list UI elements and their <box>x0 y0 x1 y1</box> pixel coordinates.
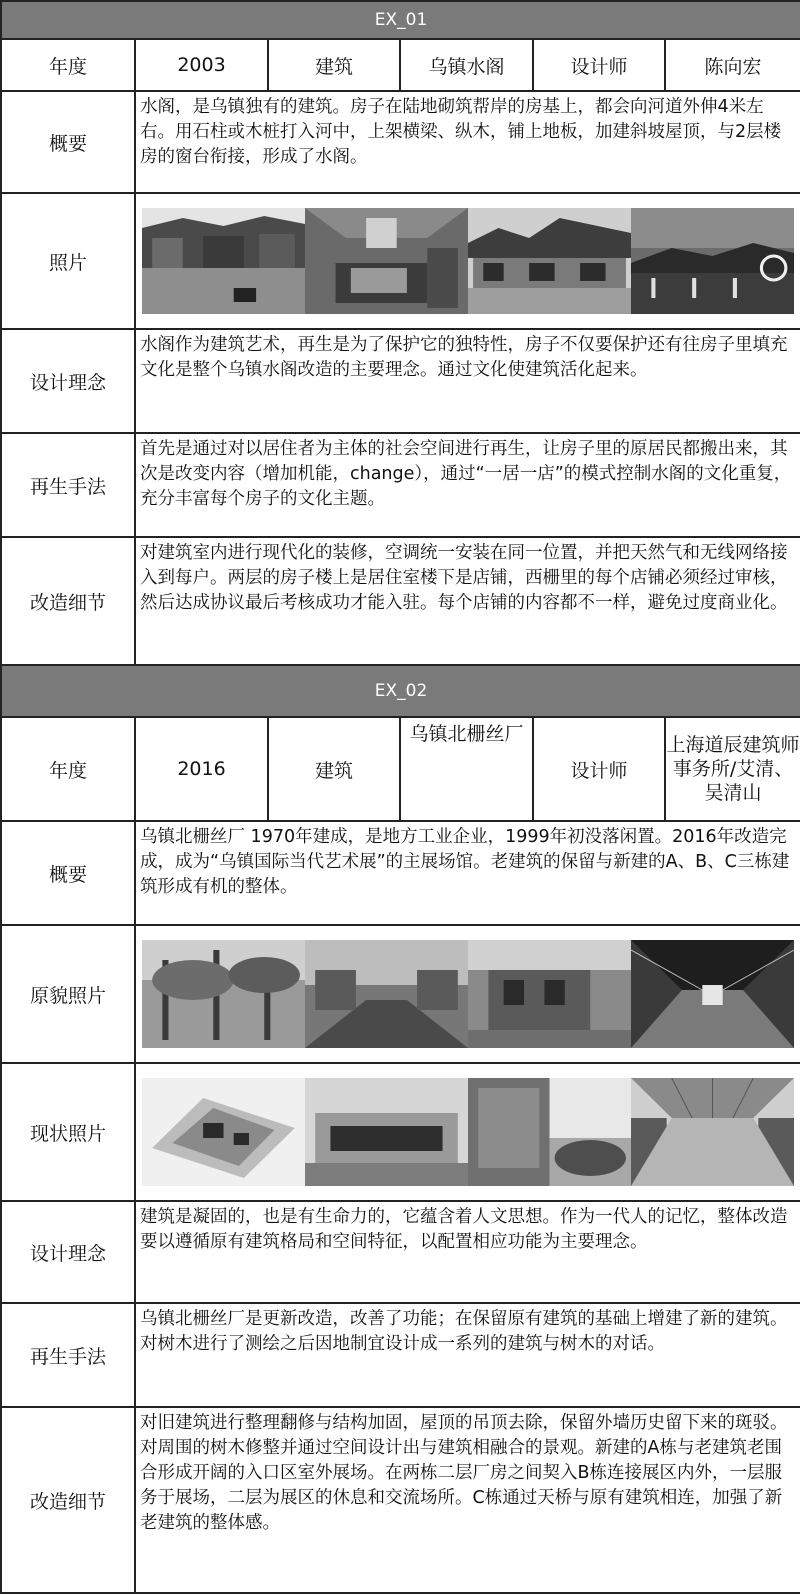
ex1-photo-strip <box>135 193 800 329</box>
ex1-summary-text: 水阁，是乌镇独有的建筑。房子在陆地砌筑帮岸的房基上，都会向河道外伸4米左右。用石柱或木桩打入河中，上架横梁、纵木，铺上地板，加建斜坡屋顶，与2层楼房的窗台衔接，形成了水阁。 <box>135 91 800 193</box>
ex1-method-label: 再生手法 <box>1 433 135 537</box>
ex1-photo-canal <box>142 208 305 314</box>
ex2-concept-text: 建筑是凝固的，也是有生命力的，它蕴含着人文思想。作为一代人的记忆，整体改造要以遵循原有建筑格局和空间特征，以配置相应功能为主要理念。 <box>135 1201 800 1303</box>
ex2-title: EX_02 <box>1 665 800 717</box>
ex1-detail-text: 对建筑室内进行现代化的装修，空调统一安装在同一位置，并把天然气和无线网络接入到每户。两层的房子楼上是居住室楼下是店铺，西栅里的每个店铺必须经过审核，然后达成协议最后考核成功才能入驻。每个店铺的内容都不一样，避免过度商业化。 <box>135 537 800 665</box>
ex2-year-label: 年度 <box>1 717 135 821</box>
ex2-original-photo-strip <box>135 925 800 1063</box>
ex2-photo-ruin <box>468 940 631 1048</box>
ex2-current-photos-label: 现状照片 <box>1 1063 135 1201</box>
ex2-photo-trees <box>142 940 305 1048</box>
ex2-photo-road <box>305 940 468 1048</box>
ex1-photo-waterfront <box>468 208 631 314</box>
ex2-type: 建筑 <box>268 717 400 821</box>
ex2-designer-label: 设计师 <box>533 717 665 821</box>
ex2-photo-atrium <box>631 1078 794 1186</box>
ex1-designer: 陈向宏 <box>665 39 800 91</box>
ex2-method-label: 再生手法 <box>1 1303 135 1407</box>
ex1-type: 建筑 <box>268 39 400 91</box>
ex2-concept-label: 设计理念 <box>1 1201 135 1303</box>
ex2-photo-model <box>142 1078 305 1186</box>
ex1-detail-label: 改造细节 <box>1 537 135 665</box>
ex2-photo-facade <box>305 1078 468 1186</box>
ex1-name: 乌镇水阁 <box>400 39 533 91</box>
ex1-method-text: 首先是通过对以居住者为主体的社会空间进行再生，让房子里的原居民都搬出来，其次是改变内容（增加机能，change），通过“一居一店”的模式控制水阁的文化重复，充分丰富每个房子的文化主题。 <box>135 433 800 537</box>
ex1-summary-label: 概要 <box>1 91 135 193</box>
ex1-designer-label: 设计师 <box>533 39 665 91</box>
ex2-photo-hall <box>631 940 794 1048</box>
ex2-detail-text: 对旧建筑进行整理翻修与结构加固，屋顶的吊顶去除，保留外墙历史留下来的斑驳。对周围的树木修整并通过空间设计出与建筑相融合的景观。新建的A栋与老建筑老围合形成开阔的入口区室外展场。在两栋二层厂房之间契入B栋连接展区内外，一层服务于展场，二层为展区的休息和交流场所。C栋通过天桥与原有建筑相连，加强了新老建筑的整体感。 <box>135 1407 800 1593</box>
ex1-photo-interior <box>305 208 468 314</box>
ex2-method-text: 乌镇北栅丝厂是更新改造，改善了功能；在保留原有建筑的基础上增建了新的建筑。对树木进行了测绘之后因地制宜设计成一系列的建筑与树木的对话。 <box>135 1303 800 1407</box>
ex1-title: EX_01 <box>1 1 800 39</box>
ex2-original-photos-label: 原貌照片 <box>1 925 135 1063</box>
ex1-photo-night <box>631 208 794 314</box>
ex2-current-photo-strip <box>135 1063 800 1201</box>
ex1-photos-label: 照片 <box>1 193 135 329</box>
ex2-summary-text: 乌镇北栅丝厂 1970年建成，是地方工业企业，1999年初没落闲置。2016年改造完成，成为“乌镇国际当代艺术展”的主展场馆。老建筑的保留与新建的A、B、C三栋建筑形成有机的整体。 <box>135 821 800 925</box>
ex2-photo-garden <box>468 1078 631 1186</box>
ex2-detail-label: 改造细节 <box>1 1407 135 1593</box>
ex1-year: 2003 <box>135 39 268 91</box>
ex2-designer: 上海道辰建筑师事务所/艾清、吴清山 <box>665 717 800 821</box>
ex1-concept-text: 水阁作为建筑艺术，再生是为了保护它的独特性，房子不仅要保护还有往房子里填充文化是整个乌镇水阁改造的主要理念。通过文化使建筑活化起来。 <box>135 329 800 433</box>
ex1-year-label: 年度 <box>1 39 135 91</box>
ex2-summary-label: 概要 <box>1 821 135 925</box>
ex2-year: 2016 <box>135 717 268 821</box>
ex1-concept-label: 设计理念 <box>1 329 135 433</box>
ex2-name: 乌镇北栅丝厂 <box>400 717 533 821</box>
